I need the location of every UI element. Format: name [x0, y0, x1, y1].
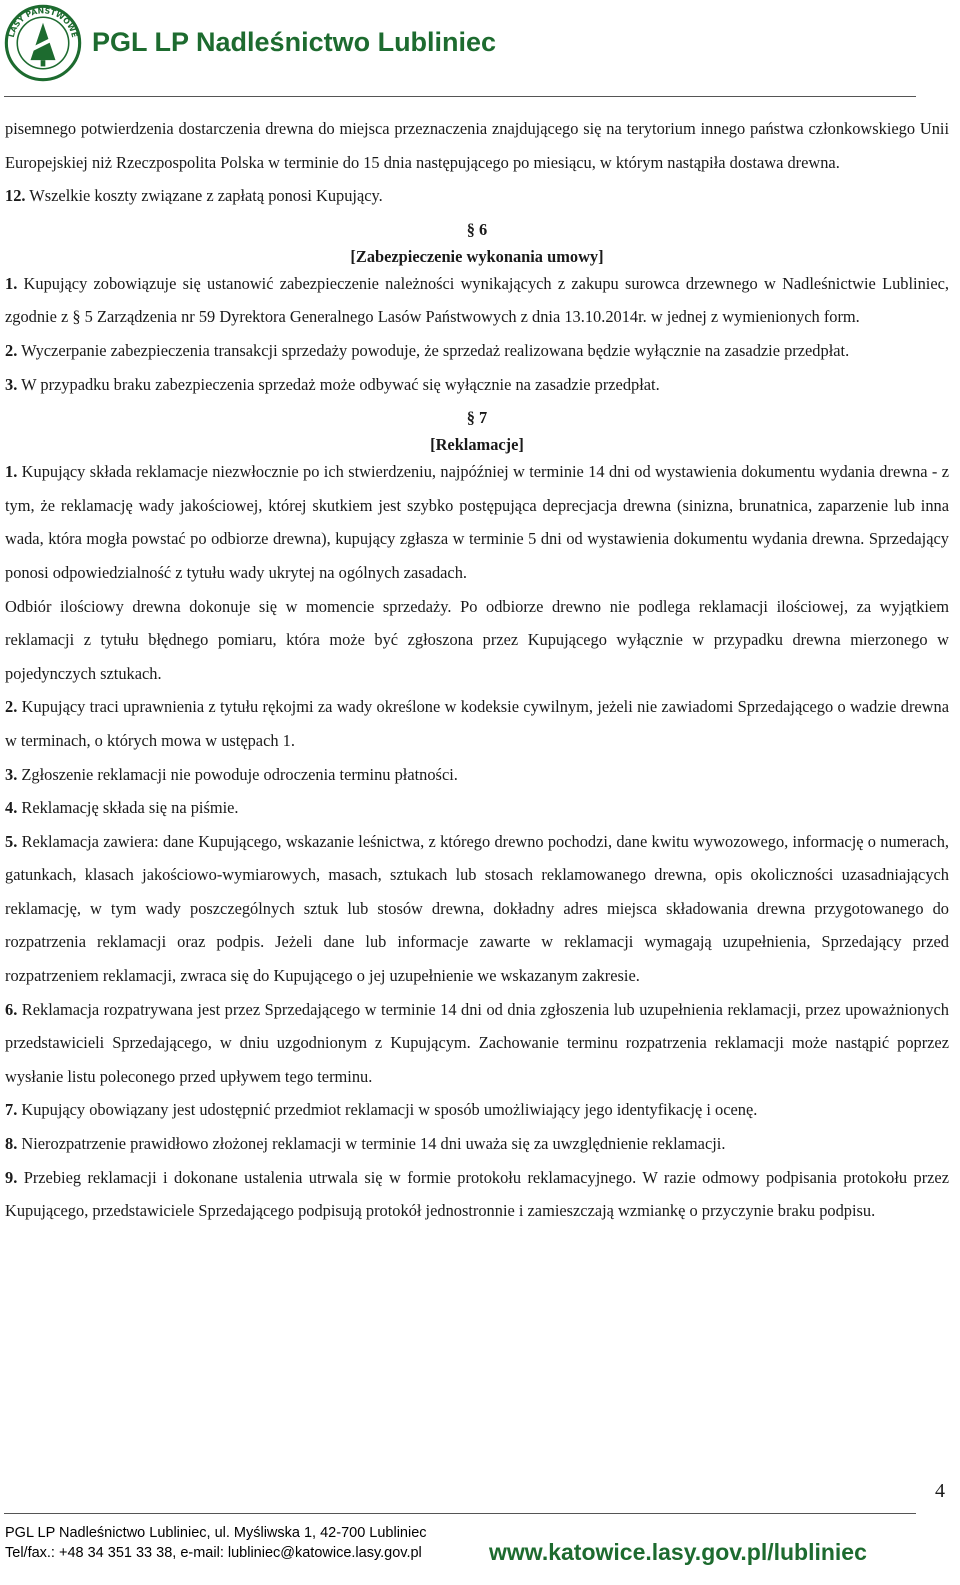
paragraph-continued: [5, 112, 949, 179]
item-number: 12.: [5, 186, 26, 206]
item-number: 3.: [5, 374, 18, 394]
section-6-item-2: [5, 334, 949, 368]
item-number: 8.: [5, 1134, 18, 1154]
item-text: Reklamacja zawiera: dane Kupującego, wskazanie leśnictwa, z którego drewno pochodzi, dane kwitu wywozowego, informację o numerach, gatunkach, klasach jakościowo-wymiarowych, masach, sztukach lub stosach reklamowanego drewna, opis okoliczności uzasadniających reklamację, w tym wady poszczególnych sztuk lub stosów drewna, dokładny adres miejsca składowania drewna przygotowanego do rozpatrzenia reklamacji oraz podpis. Jeżeli dane lub informacje zawarte w reklamacji wymagają uzupełnienia, Sprzedający przed rozpatrzeniem reklamacji, zwraca się do Kupującego o jej uzupełnienie we wskazanym zakresie.: [5, 831, 949, 986]
item-text: Wyczerpanie zabezpieczenia transakcji sprzedaży powoduje, że sprzedaż realizowana będzie wyłącznie na zasadzie przedpłat.: [17, 340, 850, 360]
section-7-item-8: [5, 1127, 949, 1161]
item-text: Zgłoszenie reklamacji nie powoduje odroczenia terminu płatności.: [17, 764, 458, 784]
section-7-title: [Reklamacje]: [430, 435, 524, 455]
footer-contact: Tel/fax.: +48 34 351 33 38, e-mail: lubliniec@katowice.lasy.gov.pl: [5, 1545, 422, 1561]
lasy-panstwowe-logo-icon: [4, 4, 82, 82]
item-text: Przebieg reklamacji i dokonane ustalenia utrwala się w formie protokołu reklamacyjnego. W razie odmowy podpisania protokołu przez Kupującego, przedstawiciele Sprzedającego podpisują protokół jednostronnie i zamieszczają wzmiankę o przyczynie braku podpisu.: [5, 1167, 949, 1221]
item-text: Odbiór ilościowy drewna dokonuje się w momencie sprzedaży. Po odbiorze drewno nie podlega reklamacji ilościowej, za wyjątkiem reklamacji z tytułu błędnego pomiaru, która może być zgłoszona przez Kupującego wyłącznie w przypadku drewna mierzonego w pojedynczych sztukach.: [5, 596, 949, 683]
section-7-item-2: [5, 690, 949, 757]
item-number: 6.: [5, 999, 18, 1019]
item-number: 5.: [5, 831, 18, 851]
footer-divider: [4, 1513, 916, 1514]
item-text: Reklamację składa się na piśmie.: [17, 798, 239, 818]
document-body: [5, 112, 949, 1228]
section-7-item-3: [5, 758, 949, 792]
item-text: Kupujący zobowiązuje się ustanowić zabezpieczenie należności wynikających z zakupu surowca drzewnego w Nadleśnictwie Lubliniec, zgodnie z § 5 Zarządzenia nr 59 Dyrektora Generalnego Lasów Państwowych z dnia 13.10.2014r. w jednej z wymienionych form.: [5, 273, 949, 327]
item-text: W przypadku braku zabezpieczenia sprzedaż może odbywać się wyłącznie na zasadzie przedpłat.: [17, 374, 660, 394]
header-title: PGL LP Nadleśnictwo Lubliniec: [92, 27, 497, 57]
section-7-item-1-continued: [5, 590, 949, 691]
svg-text:LASY PAŃSTWOWE: LASY PAŃSTWOWE: [6, 6, 80, 39]
section-7-item-5: [5, 825, 949, 993]
paragraph-text: pisemnego potwierdzenia dostarczenia drewna do miejsca przeznaczenia znajdującego się na terytorium innego państwa członkowskiego Unii Europejskiej niż Rzeczpospolita Polska w terminie do 15 dnia następującego po miesiącu, w którym nastąpiła dostawa drewna.: [5, 119, 949, 172]
section-7-item-6: [5, 993, 949, 1094]
item-text: Wszelkie koszty związane z zapłatą ponosi Kupujący.: [25, 186, 383, 206]
footer-website-link[interactable]: www.katowice.lasy.gov.pl/lubliniec: [489, 1539, 867, 1565]
section-6-number: § 6: [466, 219, 488, 239]
item-text: Kupujący składa reklamacje niezwłocznie po ich stwierdzeniu, najpóźniej w terminie 14 dni od wystawienia dokumentu wydania drewna - z tym, że reklamację wady jakościowej, której skutkiem jest szybko postępująca deprecjacja drewna (sinizna, brunatnica, zaparzenie lub inna wada, która mogła powstać po odbiorze drewna), kupujący zgłasza w terminie 5 dni od wystawienia dokumentu wydania drewna. Sprzedający ponosi odpowiedzialność z tytułu wady ukrytej na ogólnych zasadach.: [5, 462, 949, 582]
footer-address: PGL LP Nadleśnictwo Lubliniec, ul. Myśliwska 1, 42-700 Lubliniec: [5, 1525, 427, 1541]
item-number: 3.: [5, 764, 18, 784]
item-number: 1.: [5, 462, 18, 482]
item-number: 7.: [5, 1100, 18, 1120]
item-text: Kupujący traci uprawnienia z tytułu rękojmi za wady określone w kodeksie cywilnym, jeżeli nie zawiadomi Sprzedającego o wadzie drewna w terminach, o których mowa w ustępach 1.: [5, 697, 949, 750]
section-7-item-9: [5, 1161, 949, 1228]
page-header: [0, 0, 960, 98]
section-6-item-1: [5, 267, 949, 334]
section-7-item-7: [5, 1093, 949, 1127]
section-6-item-3: [5, 368, 949, 402]
header-divider: [4, 96, 916, 97]
item-text: Reklamacja rozpatrywana jest przez Sprzedającego w terminie 14 dni od dnia zgłoszenia lub uzupełnienia reklamacji, przez upoważnionych przedstawicieli Sprzedającego, w dniu uzgodnionym z Kupującym. Zachowanie terminu rozpatrzenia reklamacji może nastąpić poprzez wysłanie listu poleconego przed upływem tego terminu.: [5, 999, 949, 1086]
section-7-item-1: [5, 455, 949, 589]
paragraph-12: [5, 179, 949, 213]
page-number: 4: [935, 1480, 945, 1502]
section-7-number: § 7: [466, 408, 488, 428]
item-text: Nierozpatrzenie prawidłowo złożonej reklamacji w terminie 14 dni uważa się za uwzględnienie reklamacji.: [17, 1134, 726, 1154]
section-7-item-4: [5, 791, 949, 825]
item-number: 2.: [5, 340, 18, 360]
section-6-title: [Zabezpieczenie wykonania umowy]: [350, 246, 604, 266]
item-number: 2.: [5, 697, 18, 717]
item-number: 9.: [5, 1167, 18, 1187]
item-number: 4.: [5, 798, 18, 818]
item-text: Kupujący obowiązany jest udostępnić przedmiot reklamacji w sposób umożliwiający jego identyfikację i ocenę.: [17, 1100, 758, 1120]
item-number: 1.: [5, 273, 18, 293]
